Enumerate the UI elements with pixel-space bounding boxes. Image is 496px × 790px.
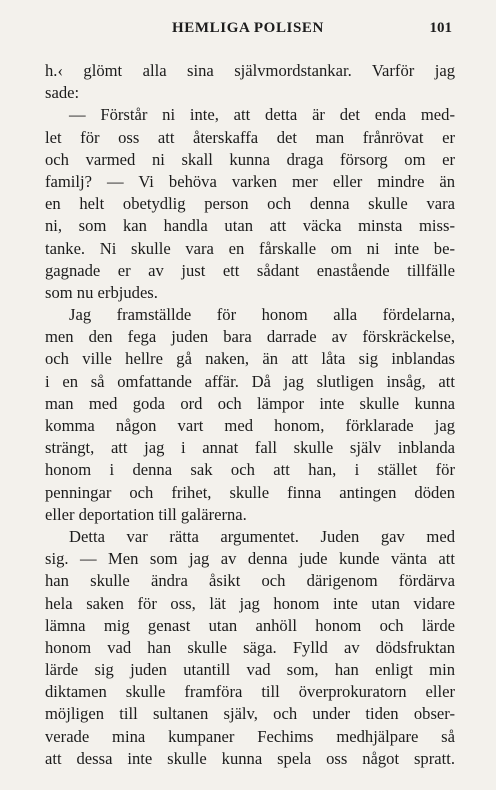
text-line: hela saken för oss, lät jag honom inte utan vidare: [45, 593, 455, 613]
text-line: i en så omfattande affär. Då jag slutligen insåg, att: [45, 371, 455, 391]
text-line: gagnade er av just ett sådant enastående tillfälle: [45, 260, 455, 280]
text-line: men den fega juden bara darrade av förskräckelse,: [45, 327, 455, 347]
text-line: ni, som kan handla utan att väcka minsta miss-: [45, 216, 455, 236]
text-line: verade mina kumpaner Fechims medhjälpare så: [45, 726, 455, 746]
body-text: [45, 60, 455, 770]
text-line: honom i denna sak och att han, i stället för: [45, 460, 455, 480]
page-header: [0, 20, 496, 44]
text-line: och ville hellre gå naken, än att låta sig inblandas: [45, 349, 455, 369]
text-line: tanke. Ni skulle vara en fårskalle om ni inte be-: [45, 238, 455, 258]
text-line: komma någon vart med honom, förklarade jag: [45, 416, 455, 435]
text-line: sig. — Men som jag av denna jude kunde vänta att: [45, 549, 455, 569]
text-line: diktamen skulle framföra till överprokuratorn eller: [45, 682, 455, 702]
text-line: som nu erbjudes.: [45, 282, 158, 302]
text-line: honom vad han skulle säga. Fylld av dödsfruktan: [45, 637, 455, 657]
text-line: lämna mig genast utan anhöll honom och lärde: [45, 615, 455, 635]
text-line: familj? — Vi behöva varken mer eller mindre än: [45, 171, 455, 191]
text-line: h.‹ glömt alla sina självmordstankar. Varför jag: [45, 61, 455, 80]
text-line: att dessa inte skulle kunna spela oss något spratt.: [45, 748, 455, 768]
text-line: man med goda ord och lämpor inte skulle kunna: [45, 393, 455, 413]
text-line: och varmed ni skall kunna draga försorg om er: [45, 149, 455, 169]
text-line: Detta var rätta argumentet. Juden gav med: [69, 526, 455, 546]
text-line: penningar och frihet, skulle finna antingen döden: [45, 482, 455, 502]
text-line: sade:: [45, 83, 80, 103]
text-line: strängt, att jag i annat fall skulle själv inblanda: [45, 438, 455, 458]
text-line: eller deportation till galärerna.: [45, 504, 247, 524]
text-line: — Förstår ni inte, att detta är det enda med-: [69, 105, 455, 125]
page-number: 101: [429, 20, 452, 36]
text-line: Jag framställde för honom alla fördelarna,: [69, 305, 455, 325]
text-line: en helt obetydlig person och denna skulle vara: [45, 194, 455, 214]
text-line: han skulle ändra åsikt och därigenom fördärva: [45, 571, 455, 591]
text-line: möjligen till sultanen själv, och under tiden obser-: [45, 704, 455, 724]
text-line: let för oss att återskaffa det man frånrövat er: [45, 127, 455, 147]
running-title: HEMLIGA POLISEN: [172, 20, 324, 36]
text-line: lärde sig juden utantill vad som, han enligt min: [45, 660, 455, 680]
